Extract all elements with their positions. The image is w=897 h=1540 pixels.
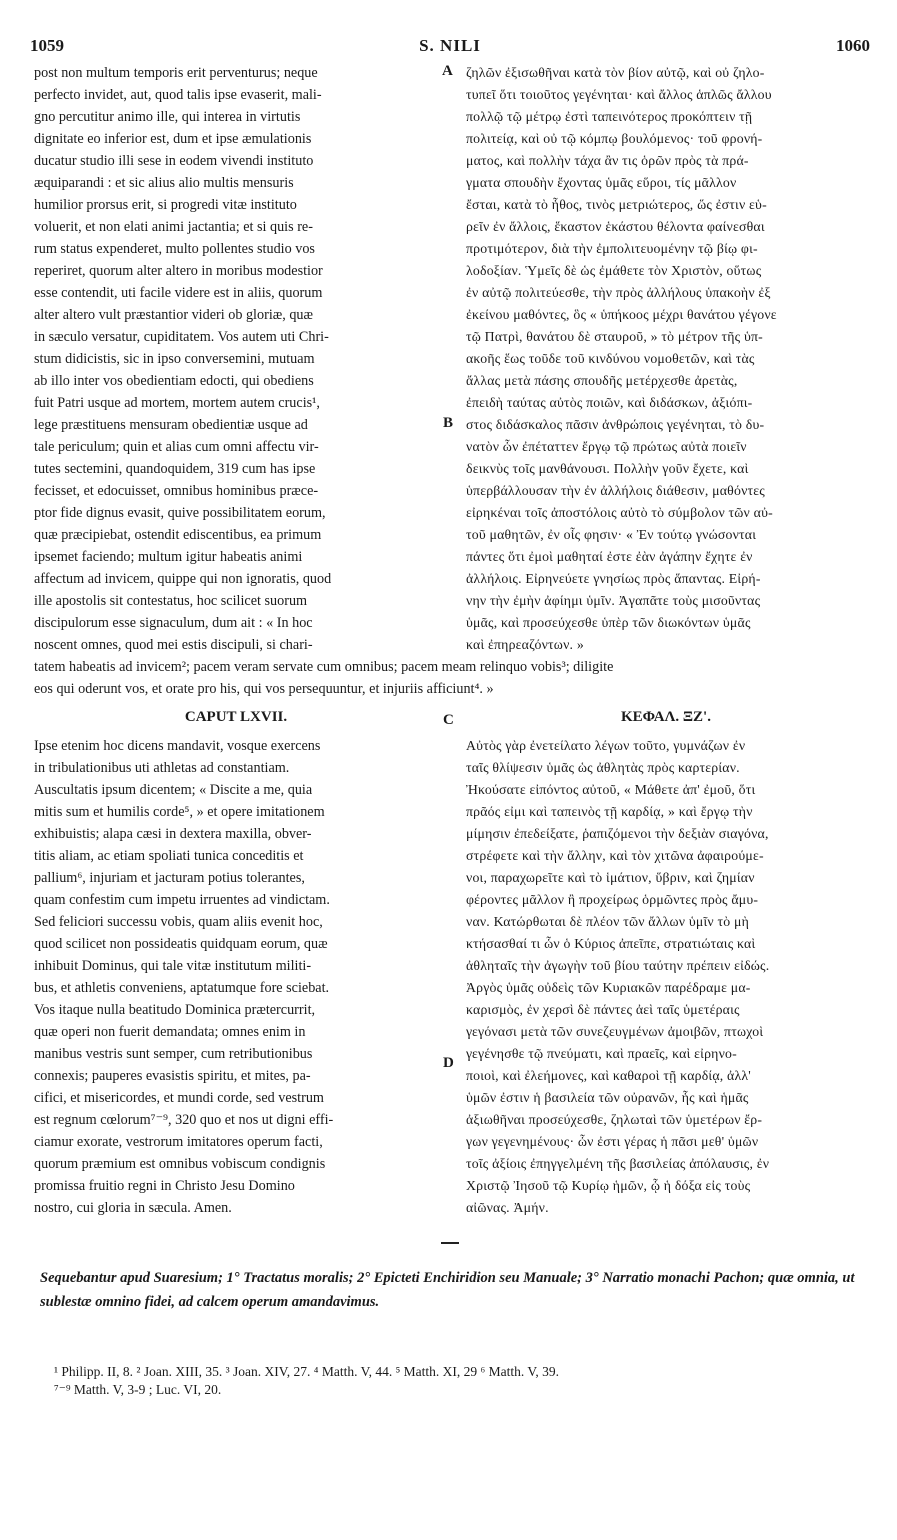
text-line: titis aliam, ac etiam spoliati tunica conceditis et xyxy=(34,848,304,864)
text-line: γεγένησθε τῷ πνεύματι, καὶ πραεῖς, καὶ εἰρηνο- xyxy=(466,1046,737,1061)
text-line: δεικνὺς τοῖς μανθάνουσι. Πολλὴν γοῦν ἔχετε, καὶ xyxy=(466,461,749,476)
text-line: eos qui oderunt vos, et orate pro his, qui vos persequuntur, et injuriis afficiunt⁴. » xyxy=(34,681,494,697)
text-line: τῷ Πατρὶ, θανάτου δὲ σταυροῦ, » τὸ μέτρον τῆς ὑπ- xyxy=(466,329,763,344)
text-line: ὑπερβάλλουσαν τὴν ἐν ἀλλήλοις διάθεσιν, μαθόντες xyxy=(466,483,765,498)
greek-column-bottom xyxy=(466,735,866,1219)
text-line: ὑμῶν ἐστιν ἡ βασιλεία τῶν οὐρανῶν, ἧς καὶ ἡμᾶς xyxy=(466,1090,749,1105)
text-line: λοδοξίαν. Ὑμεῖς δὲ ὡς ἐμάθετε τὸν Χριστὸν, οὕτως xyxy=(466,263,762,278)
text-line: quam confestim cum impetu irruentes ad vindictam. xyxy=(34,892,330,908)
text-line: ἐκείνου μαθόντες, ὃς « ὑπήκοος μέχρι θανάτου γέγονε xyxy=(466,307,777,322)
text-line: νοι, παραχωρεῖτε καὶ τὸ ἱμάτιον, ὕβριν, καὶ ζημίαν xyxy=(466,870,755,885)
text-line: ipsemet faciendo; multum igitur habeatis animi xyxy=(34,549,303,565)
text-line: voluerit, et non elati animi jactantia; et si quis re- xyxy=(34,219,313,235)
text-line: quorum præmium est omnibus vobiscum condignis xyxy=(34,1156,326,1172)
text-line: alter altero vult præstantior videri ob gloriæ, quæ xyxy=(34,307,313,323)
text-line: στρέφετε καὶ τὴν ἄλλην, καὶ τὸν χιτῶνα ἀφαιρούμε- xyxy=(466,848,764,863)
text-line: rum status expenderet, multo pollentes studio vos xyxy=(34,241,315,257)
text-line: ἐπειδὴ ταύτας αὐτὸς ποιῶν, καὶ διδάσκων, ἀξιόπι- xyxy=(466,395,753,410)
text-line: promissa fruitio regni in Christo Jesu Domino xyxy=(34,1178,295,1194)
text-line: εἰρηκέναι τοῖς ἀποστόλοις αὐτὸ τὸ σύμβολον τῶν αὐ- xyxy=(466,505,773,520)
text-line: tatem habeatis ad invicem²; pacem veram servate cum omnibus; pacem meam relinquo vobis³; diligite xyxy=(34,659,614,675)
text-line: νην τὴν ἐμὴν ἀφίημι ὑμῖν. Ἀγαπᾶτε τοὺς μισοῦντας xyxy=(466,593,761,608)
text-line: ἀλλήλοις. Εἰρηνεύετε γνησίως πρὸς ἅπαντας. Εἰρή- xyxy=(466,571,761,586)
greek-column-top xyxy=(466,62,866,656)
page-number-right: 1060 xyxy=(836,36,870,55)
text-line: in tribulationibus uti athletas ad constantiam. xyxy=(34,760,290,776)
text-line: ducatur studio illi sese in eodem vivendi instituto xyxy=(34,153,314,169)
text-line: ὑμᾶς, καὶ προσεύχεσθε ὑπὲρ τῶν διωκόντων ὑμᾶς xyxy=(466,615,751,630)
section-rule xyxy=(441,1242,459,1244)
text-line: πολιτείᾳ, καὶ οὐ τῷ κόμπῳ βουλόμενος· τοῦ φρονή- xyxy=(466,131,763,146)
margin-marker-a: A xyxy=(442,63,453,79)
full-width-lines xyxy=(34,656,874,700)
text-line: dignitate eo inferior est, dum et ipse æmulationis xyxy=(34,131,312,147)
text-line: bus, et athletis conveniens, aptatumque fore sciebat. xyxy=(34,980,330,996)
text-line: ciamur exorate, vestrorum imitatores operum facti, xyxy=(34,1134,323,1150)
text-line: nostro, cui gloria in sæcula. Amen. xyxy=(34,1200,232,1216)
text-line: γεγόνασι μετὰ τῶν συνεζευγμένων ἀμοιβῶν, πτωχοὶ xyxy=(466,1024,764,1039)
text-line: tutes sectemini, quandoquidem, 319 cum has ipse xyxy=(34,461,316,477)
text-line: ναν. Κατώρθωται δὲ πλέον τῶν ἄλλων ὑμῖν τὸ μὴ xyxy=(466,914,750,929)
text-line: manibus vestris sunt semper, cum retributionibus xyxy=(34,1046,313,1062)
text-line: fuit Patri usque ad mortem, mortem autem crucis¹, xyxy=(34,395,320,411)
text-line: προτιμότερον, διὰ τὴν ἐμπολιτευομένην τῷ βίῳ φι- xyxy=(466,241,758,256)
text-line: discipulorum esse signaculum, dum ait : « In hoc xyxy=(34,615,313,631)
text-line: φέροντες μᾶλλον ἢ προχείρως ὁρμῶντες πρὸς ἄμυ- xyxy=(466,892,759,907)
text-line: quæ operi non fuerit demandata; omnes enim in xyxy=(34,1024,306,1040)
margin-marker-b: B xyxy=(443,415,454,431)
text-line: Χριστῷ Ἰησοῦ τῷ Κυρίῳ ἡμῶν, ᾧ ἡ δόξα εἰς τοὺς xyxy=(466,1178,751,1193)
text-line: τυπεῖ ὅτι τοιοῦτος γεγένηται· καὶ ἄλλος ἁπλῶς ἄλλου xyxy=(466,87,772,102)
text-line: Ἠκούσατε εἰπόντος αὐτοῦ, « Μάθετε ἀπ' ἐμοῦ, ὅτι xyxy=(466,782,756,797)
text-line: τοῖς ἀξίοις ἐπηγγελμένη τῆς βασιλείας ἀπόλαυσις, ἐν xyxy=(466,1156,770,1171)
text-line: ματος, καὶ πολλὴν τάχα ἂν τις ὁρῶν πρὸς τὰ πρά- xyxy=(466,153,749,168)
text-line: πάντες ὅτι ἐμοὶ μαθηταί ἐστε ἐὰν ἀγάπην ἔχητε ἐν xyxy=(466,549,753,564)
editor-note: Sequebantur apud Suaresium; 1° Tractatus moralis; 2° Epicteti Enchiridion seu Manuale; 3° Narratio monachi Pachon; quæ omnia, ut sublestæ omnino fidei, ad calcem operum amandavimus. xyxy=(40,1270,855,1310)
text-line: αἰῶνας. Ἀμήν. xyxy=(466,1200,549,1215)
text-line: ακοῆς ἕως τοῦδε τοῦ κινδύνου νομοθετῶν, καὶ τὰς xyxy=(466,351,755,366)
running-title: S. NILI xyxy=(419,36,481,55)
footnote-line-2: ⁷⁻⁹ Matth. V, 3-9 ; Luc. VI, 20. xyxy=(54,1382,222,1397)
text-line: humilior prorsus erit, si progredi vitæ instituto xyxy=(34,197,297,213)
text-line: tale periculum; quin et alias cum omni affectu vir- xyxy=(34,439,319,455)
latin-column-top xyxy=(34,62,438,656)
text-line: ἄλλας μετὰ πάσης σπουδῆς μετέρχεσθε ἀρετὰς, xyxy=(466,373,738,388)
text-line: exhibuistis; alapa cæsi in dextera maxilla, obver- xyxy=(34,826,312,842)
text-line: Ipse etenim hoc dicens mandavit, vosque exercens xyxy=(34,738,321,754)
text-line: Ἀργὸς ὑμᾶς οὐδεὶς τῶν Κυριακῶν παρέδραμε μα- xyxy=(466,980,751,995)
text-line: connexis; pauperes evasistis spiritu, et mites, pa- xyxy=(34,1068,311,1084)
text-line: ἀξιωθῆναι προσεύχεσθε, ζηλωταὶ τῶν ὑμετέρων ἔρ- xyxy=(466,1112,763,1127)
text-line: reperiret, quorum alter altero in moribus modestior xyxy=(34,263,323,279)
text-line: καρισμὸς, ἐν χερσὶ δὲ πάντες ἀεὶ ταῖς ὑμετέραις xyxy=(466,1002,740,1017)
text-line: gno percutitur animo ille, qui interea in virtutis xyxy=(34,109,301,125)
text-line: æquiparandi : et sic alius alio multis mensuris xyxy=(34,175,294,191)
text-line: Sed feliciori successu vobis, quam aliis evenit hoc, xyxy=(34,914,323,930)
text-line: quod scilicet non possideatis quidquam eorum, quæ xyxy=(34,936,328,952)
text-line: inhibuit Dominus, qui tale vitæ institutum militi- xyxy=(34,958,312,974)
text-line: ille apostolis sit contestatus, hoc scilicet suorum xyxy=(34,593,308,609)
margin-marker-d: D xyxy=(443,1055,454,1071)
text-line: πρᾶός εἰμι καὶ ταπεινὸς τῇ καρδίᾳ, » καὶ ἔργῳ τὴν xyxy=(466,804,753,819)
text-line: ptor fide dignus evasit, quive possibilitatem eorum, xyxy=(34,505,326,521)
text-line: Αὐτὸς γὰρ ἐνετείλατο λέγων τοῦτο, γυμνάζων ἐν xyxy=(466,738,746,753)
text-line: affectum ad invicem, quippe qui non ignoratis, quod xyxy=(34,571,332,587)
text-line: lege præstituens mensuram obedientiæ usque ad xyxy=(34,417,308,433)
text-line: γματα σπουδὴν ἔχοντας ὑμᾶς εὕροι, τίς μᾶλλον xyxy=(466,175,737,190)
text-line: Vos itaque nulla beatitudo Dominica prætercurrit, xyxy=(34,1002,316,1018)
text-line: ποιοὶ, καὶ ἐλεήμονες, καὶ καθαροὶ τῇ καρδίᾳ, ἀλλ' xyxy=(466,1068,751,1083)
text-line: noscent omnes, quod mei estis discipuli, si chari- xyxy=(34,637,313,653)
text-line: ζηλῶν ἐξισωθῆναι κατὰ τὸν βίον αὐτῷ, καὶ οὐ ζηλο- xyxy=(466,65,765,80)
text-line: post non multum temporis erit perventurus; neque xyxy=(34,65,318,81)
caput-title-latin: CAPUT LXVII. xyxy=(184,709,288,725)
text-line: ταῖς θλίψεσιν ὑμᾶς ὡς ἀθλητὰς πρὸς καρτερίαν. xyxy=(466,760,740,775)
text-line: esse contendit, uti facile videre est in aliis, quorum xyxy=(34,285,323,301)
text-line: in sæculo versatur, cupiditatem. Vos autem uti Chri- xyxy=(34,329,329,345)
text-line: τοῦ μαθητῶν, ἐν οἷς φησιν· « Ἐν τούτῳ γνώσονται xyxy=(466,527,757,542)
text-line: νατὸν ὧν ἐπέταττεν ἔργῳ τῷ πρώτως αὐτὰ ποιεῖν xyxy=(466,439,747,454)
text-line: γων γεγενημένους· ὧν ἐστι γέρας ἡ πᾶσι μεθ' ὑμῶν xyxy=(466,1134,759,1149)
text-line: fecisset, et edocuisset, omnibus hominibus præce- xyxy=(34,483,319,499)
text-line: Auscultatis ipsum dicentem; « Discite a me, quia xyxy=(34,782,313,798)
text-line: ἔσται, κατὰ τὸ ἦθος, τινὸς μετριώτερος, ὥς ἐστιν εὑ- xyxy=(466,197,767,212)
page-number-left: 1059 xyxy=(30,36,64,55)
text-line: καὶ ἐπηρεαζόντων. » xyxy=(466,637,584,652)
text-line: μίμησιν ἐπεδείξατε, ῥαπιζόμενοι τὴν δεξιὰν σιαγόνα, xyxy=(466,826,769,841)
text-line: ρεῖν ἐν ἄλλοις, ἕκαστον ἑκάστου θέλοντα φαίνεσθαι xyxy=(466,219,765,234)
text-line: est regnum cœlorum⁷⁻⁹, 320 quo et nos ut digni effi- xyxy=(34,1112,334,1128)
latin-column-bottom xyxy=(34,735,438,1219)
text-line: perfecto invidet, aut, quod talis ipse evaserit, mali- xyxy=(34,87,322,103)
text-line: στος διδάσκαλος πᾶσιν ἀνθρώποις γεγένηται, τὸ δυ- xyxy=(466,417,765,432)
text-line: πολλῷ τῷ μέτρῳ ἐστὶ ταπεινότερος προκόπτειν τῇ xyxy=(466,109,753,124)
margin-marker-c: C xyxy=(443,712,454,728)
text-line: pallium⁶, injuriam et jacturam potius tolerantes, xyxy=(34,870,305,886)
caput-title-greek: ΚΕΦΑΛ. ΞΖ'. xyxy=(621,709,711,725)
text-line: ab illo inter vos obedientiam edocti, qui obediens xyxy=(34,373,314,389)
text-line: κτήσασθαί τι ὧν ὁ Κύριος ἀπεῖπε, στρατιώταις καὶ xyxy=(466,936,756,951)
text-line: cifici, et misericordes, et mundi corde, sed vestrum xyxy=(34,1090,324,1106)
text-line: ἀθληταῖς τὴν ἀγωγὴν τοῦ βίου ταύτην πρέπειν εἰδώς. xyxy=(466,958,770,973)
page-header xyxy=(30,36,870,58)
text-line: ἐν αὐτῷ πολιτεύεσθε, τὴν πρὸς ἀλλήλους ὑπακοὴν ἐξ xyxy=(466,285,771,300)
text-line: quæ præcipiebat, ostendit ediscentibus, ea primum xyxy=(34,527,322,543)
text-line: stum didicistis, sic in ipso conversemini, mutuam xyxy=(34,351,315,367)
footnote-line-1: ¹ Philipp. II, 8. ² Joan. XIII, 35. ³ Joan. XIV, 27. ⁴ Matth. V, 44. ⁵ Matth. XI, 29 ⁶ Matth. V, 39. xyxy=(54,1364,560,1379)
text-line: mitis sum et humilis corde⁵, » et opere imitationem xyxy=(34,804,325,820)
